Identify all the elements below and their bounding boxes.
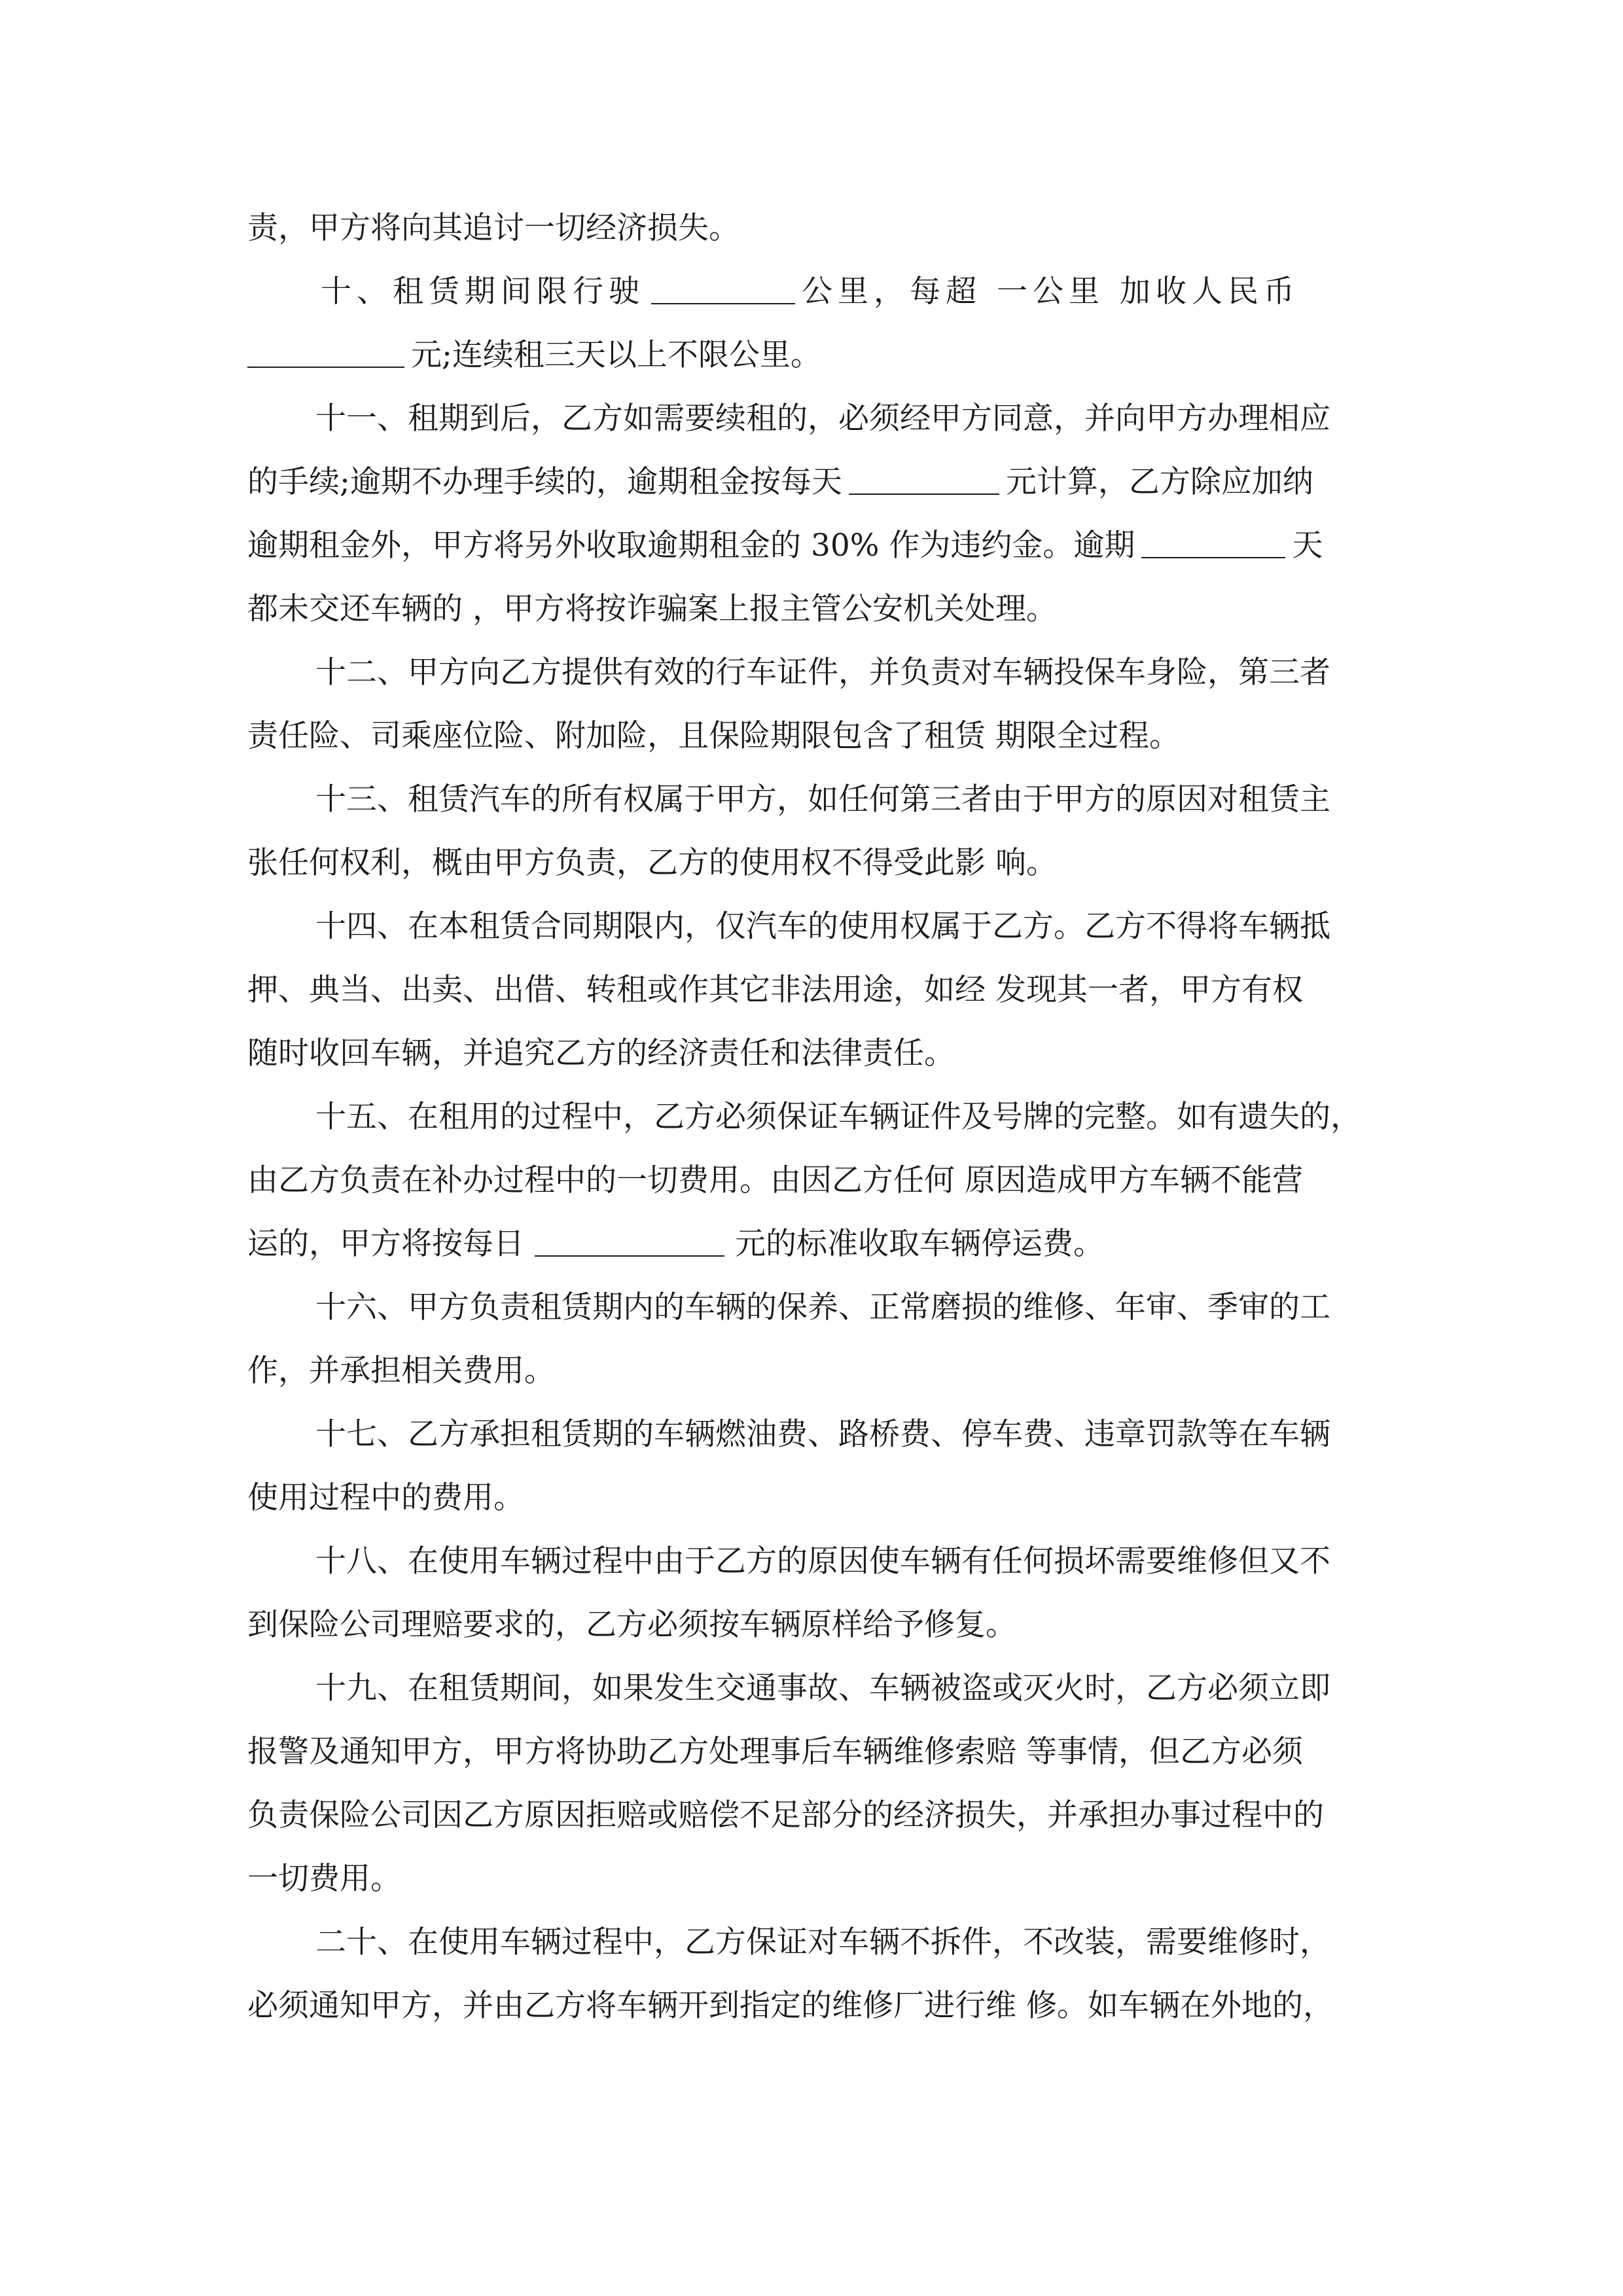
clause-10-text-c: 元;连续租三天以上不限公里。 [411,337,821,373]
extra-fee-blank [247,338,404,368]
text-line: 张任何权利，概由甲方负责，乙方的使用权不得受此影 响。 [247,845,1057,881]
text-line: 负责保险公司因乙方原因拒赔或赔偿不足部分的经济损失，并承担办事过程中的 [247,1797,1324,1833]
text-line: 责，甲方将向其追讨一切经济损失。 [247,210,740,246]
text-line [247,1403,1406,1466]
text-line: 作，并承担相关费用。 [247,1353,555,1389]
text-line [247,1085,1406,1149]
overdue-rent-blank [849,465,999,495]
clause-11-line-2b: 元计算，乙方除应加纳 [1005,464,1313,500]
paragraph-continuation [247,196,1406,260]
text-line [247,387,1406,450]
clause-11-line-3b: 天 [1292,528,1323,564]
document-body [247,196,1406,2037]
text-line: 一切费用。 [247,1861,401,1897]
clause-11 [247,387,1406,641]
text-line: 报警及通知甲方，甲方将协助乙方处理事后车辆维修索赔 等事情，但乙方必须 [247,1734,1303,1770]
clause-16 [247,1276,1406,1403]
clause-19-line-1: 十九、在租赁期间，如果发生交通事故、车辆被盗或灭火时，乙方必须立即 [315,1670,1330,1706]
text-line: 押、典当、出卖、出借、转租或作其它非法用途，如经 发现其一者，甲方有权 [247,972,1303,1008]
clause-12-line-1: 十二、甲方向乙方提供有效的行车证件，并负责对车辆投保车身险，第三者 [315,655,1330,691]
text-line [247,641,1406,704]
text-line [247,1910,1406,1974]
clause-11-line-3a: 逾期租金外，甲方将另外收取逾期租金的 30% 作为违约金。逾期 [247,528,1135,564]
text-line: 到保险公司理赔要求的，乙方必须按车辆原样给予修复。 [247,1607,1016,1643]
text-line [247,1276,1406,1339]
text-line [247,323,1406,387]
text-line: 责任险、司乘座位险、附加险，且保险期限包含了租赁 期限全过程。 [247,718,1180,754]
clause-10-text-b: 公里，每超 一公里 加收人民币 [802,274,1300,310]
clause-14 [247,895,1406,1085]
clause-12 [247,641,1406,768]
clause-14-line-1: 十四、在本租赁合同期限内，仅汽车的使用权属于乙方。乙方不得将车辆抵 [315,908,1330,944]
clause-10 [247,260,1406,387]
text-line: 随时收回车辆，并追究乙方的经济责任和法律责任。 [247,1035,955,1071]
clause-11-line-1: 十一、租期到后，乙方如需要续租的，必须经甲方同意，并向甲方办理相应 [315,401,1330,437]
text-line [247,1212,1406,1276]
text-line [247,1530,1406,1593]
clause-19 [247,1657,1406,1910]
overdue-days-blank [1141,528,1285,558]
clause-17 [247,1403,1406,1530]
clause-16-line-1: 十六、甲方负责租赁期内的车辆的保养、正常磨损的维修、年审、季审的工 [315,1289,1330,1325]
text-line [247,768,1406,831]
mileage-limit-blank [651,274,795,304]
text-line [247,450,1406,514]
clause-15-line-3a: 运的，甲方将按每日 [247,1226,524,1262]
clause-18 [247,1530,1406,1657]
clause-13 [247,768,1406,895]
clause-20 [247,1910,1406,2037]
clause-15 [247,1085,1406,1276]
clause-11-line-2a: 的手续;逾期不办理手续的，逾期租金按每天 [247,464,842,500]
text-line [247,895,1406,958]
clause-13-line-1: 十三、租赁汽车的所有权属于甲方，如任何第三者由于甲方的原因对租赁主 [315,781,1330,817]
text-line: 由乙方负责在补办过程中的一切费用。由因乙方任何 原因造成甲方车辆不能营 [247,1162,1303,1198]
text-line: 都未交还车辆的 ，甲方将按诈骗案上报主管公安机关处理。 [247,591,1057,627]
clause-17-line-1: 十七、乙方承担租赁期的车辆燃油费、路桥费、停车费、违章罚款等在车辆 [315,1416,1330,1452]
clause-15-line-1: 十五、在租用的过程中，乙方必须保证车辆证件及号牌的完整。如有遗失的， [315,1099,1361,1135]
clause-18-line-1: 十八、在使用车辆过程中由于乙方的原因使车辆有任何损坏需要维修但又不 [315,1543,1330,1579]
text-line: 必须通知甲方，并由乙方将车辆开到指定的维修厂进行维 修。如车辆在外地的， [247,1988,1334,2024]
text-line [247,260,1406,323]
suspension-fee-blank [535,1227,724,1257]
text-line [247,514,1406,577]
text-line: 使用过程中的费用。 [247,1480,524,1516]
clause-10-text-a: 十、租赁期间限行驶 [321,274,645,310]
clause-15-line-3b: 元的标准收取车辆停运费。 [735,1226,1104,1262]
text-line [247,1657,1406,1720]
clause-20-line-1: 二十、在使用车辆过程中，乙方保证对车辆不拆件，不改装，需要维修时， [315,1924,1330,1960]
